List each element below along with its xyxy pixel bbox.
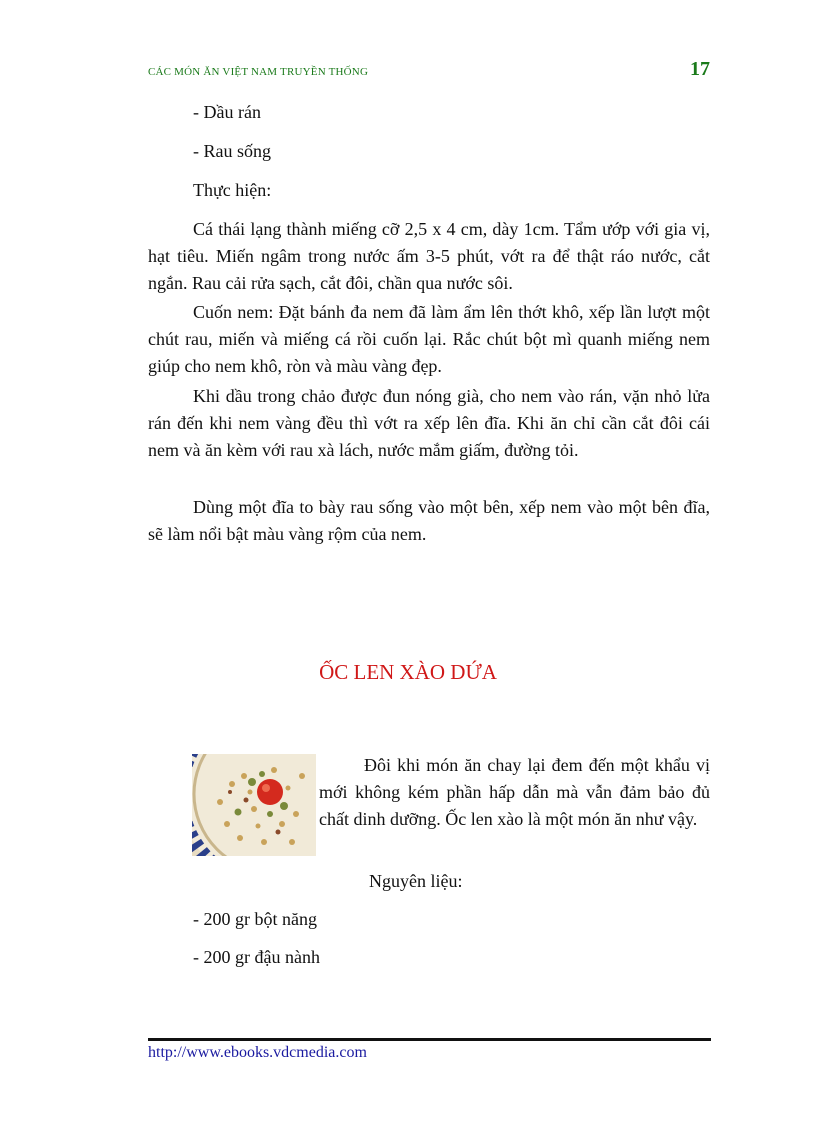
dish-photo [192, 754, 316, 856]
section-intro: Đôi khi món ăn chay lại đem đến một khẩu vị mới không kém phần hấp dẫn mà vẫn đảm bảo đủ chất dinh dưỡng. Ốc len xào là một món ăn như vậy. [319, 755, 710, 829]
footer-url-link[interactable]: http://www.ebooks.vdcmedia.com [148, 1044, 367, 1061]
paragraph: Cá thái lạng thành miếng cỡ 2,5 x 4 cm, dày 1cm. Tẩm ướp với gia vị, hạt tiêu. Miến ngâm trong nước ấm 3-5 phút, vớt ra để thật ráo nước, cắt ngắn. Rau cải rửa sạch, cắt đôi, chần qua nước sôi. [148, 219, 710, 293]
running-header: CÁC MÓN ĂN VIỆT NAM TRUYỀN THỐNG [148, 66, 369, 78]
paragraph: Khi dầu trong chảo được đun nóng già, cho nem vào rán, vặn nhỏ lửa rán đến khi nem vàng đều thì vớt ra xếp lên đĩa. Khi ăn chỉ cần cắt đôi cái nem và ăn kèm với rau xà lách, nước mắm giấm, đường tỏi. [148, 386, 710, 460]
ingredient-item: - Rau sống [193, 141, 271, 161]
footer-divider [148, 1038, 711, 1041]
ingredient-item: - Dầu rán [193, 102, 261, 122]
paragraph: Dùng một đĩa to bày rau sống vào một bên, xếp nem vào một bên đĩa, sẽ làm nổi bật màu vàng rộm của nem. [148, 497, 710, 544]
paragraph: Cuốn nem: Đặt bánh đa nem đã làm ẩm lên thớt khô, xếp lần lượt một chút rau, miến và miếng cá rồi cuốn lại. Rắc chút bột mì quanh miếng nem giúp cho nem khô, ròn và màu vàng đẹp. [148, 302, 710, 376]
page-number: 17 [690, 58, 710, 80]
ingredient-item: - 200 gr đậu nành [193, 947, 320, 967]
subheading-thuc-hien: Thực hiện: [193, 180, 272, 200]
ingredient-item: - 200 gr bột năng [193, 909, 317, 929]
dish-illustration [192, 754, 316, 856]
section-title: ỐC LEN XÀO DỨA [319, 660, 497, 684]
subheading-nguyen-lieu: Nguyên liệu: [369, 871, 463, 891]
